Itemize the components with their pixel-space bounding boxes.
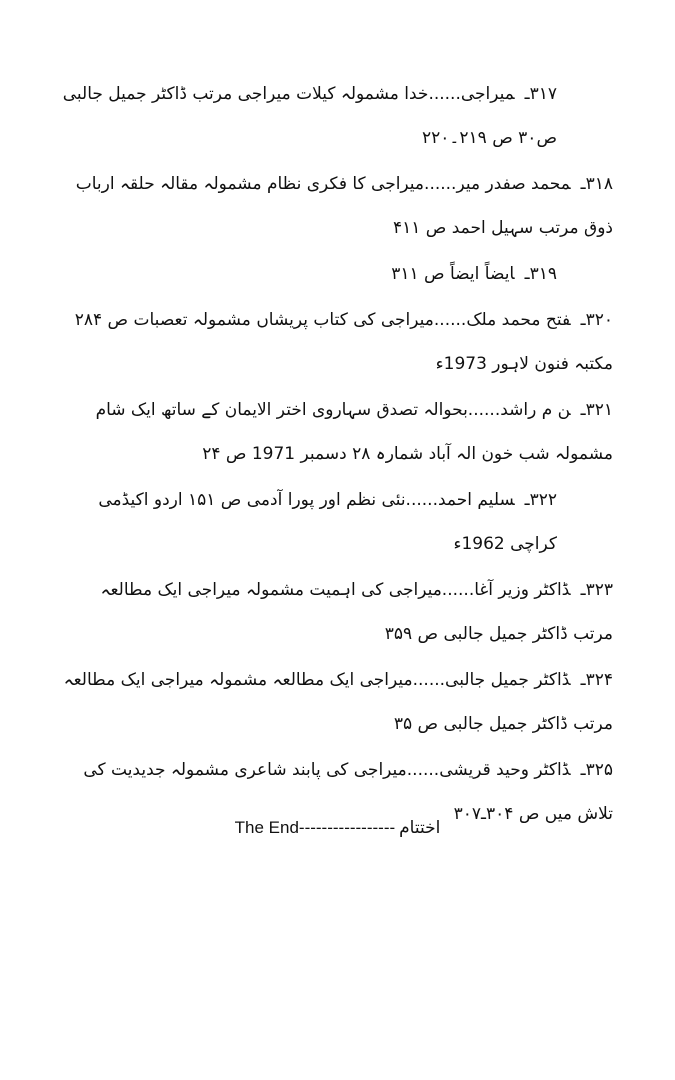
reference-text: ن م راشد......بحوالہ تصدق سہاروی اختر الایمان کے ساتھ ایک شام مشمولہ شب خون الہ آباد شمارہ ۲۸ دسمبر 1971 ص ۲۴ [95,400,613,464]
reference-number: ۳۱۷ـ [524,84,557,104]
reference-number: ۳۲۳ـ [580,580,613,600]
reference-text: ڈاکٹر وزیر آغا......میراجی کی اہمیت مشمولہ میراجی ایک مطالعہ مرتب ڈاکٹر جمیل جالبی ص ۳۵۹ [100,580,613,644]
reference-item [62,568,613,656]
reference-text: ایضاً ایضاً ص ۳۱۱ [391,264,515,284]
ending-line [0,818,675,838]
reference-text: فتح محمد ملک......میراجی کی کتاب پریشاں مشمولہ تعصبات ص ۲۸۴ مکتبہ فنون لاہور 1973ء [74,310,613,374]
reference-item [62,478,613,566]
ending-english: The End [234,818,299,837]
reference-number: ۳۱۸ـ [580,174,613,194]
reference-item [62,298,613,386]
ending-urdu: اختتام [399,818,441,838]
reference-number: ۳۲۰ـ [580,310,613,330]
reference-number: ۳۱۹ـ [524,264,557,284]
reference-item [62,388,613,476]
reference-number: ۳۲۲ـ [524,490,557,510]
reference-text: ڈاکٹر وحید قریشی......میراجی کی پابند شاعری مشمولہ جدیدیت کی تلاش میں ص ۳۰۴ـ۳۰۷ [83,760,613,824]
reference-text: سلیم احمد......نئی نظم اور پورا آدمی ص ۱۵۱ اردو اکیڈمی کراچی 1962ء [98,490,557,554]
reference-item [62,252,613,296]
reference-number: ۳۲۱ـ [580,400,613,420]
reference-number: ۳۲۵ـ [580,760,613,780]
reference-item [62,162,613,250]
reference-number: ۳۲۴ـ [580,670,613,690]
reference-item [62,72,613,160]
ending-dashes: ----------------- [298,818,396,837]
reference-item [62,658,613,746]
reference-text: ڈاکٹر جمیل جالبی......میراجی ایک مطالعہ مشمولہ میراجی ایک مطالعہ مرتب ڈاکٹر جمیل جالبی ص ۳۵ [63,670,613,734]
references-list [62,72,613,838]
reference-text: میراجی......خدا مشمولہ کیلات میراجی مرتب ڈاکٹر جمیل جالبی ص۳۰ ص ۲۱۹۔۲۲۰ [62,84,557,148]
reference-text: محمد صفدر میر......میراجی کا فکری نظام مشمولہ مقالہ حلقہ ارباب ذوق مرتب سہیل احمد ص ۴۱۱ [75,174,613,238]
